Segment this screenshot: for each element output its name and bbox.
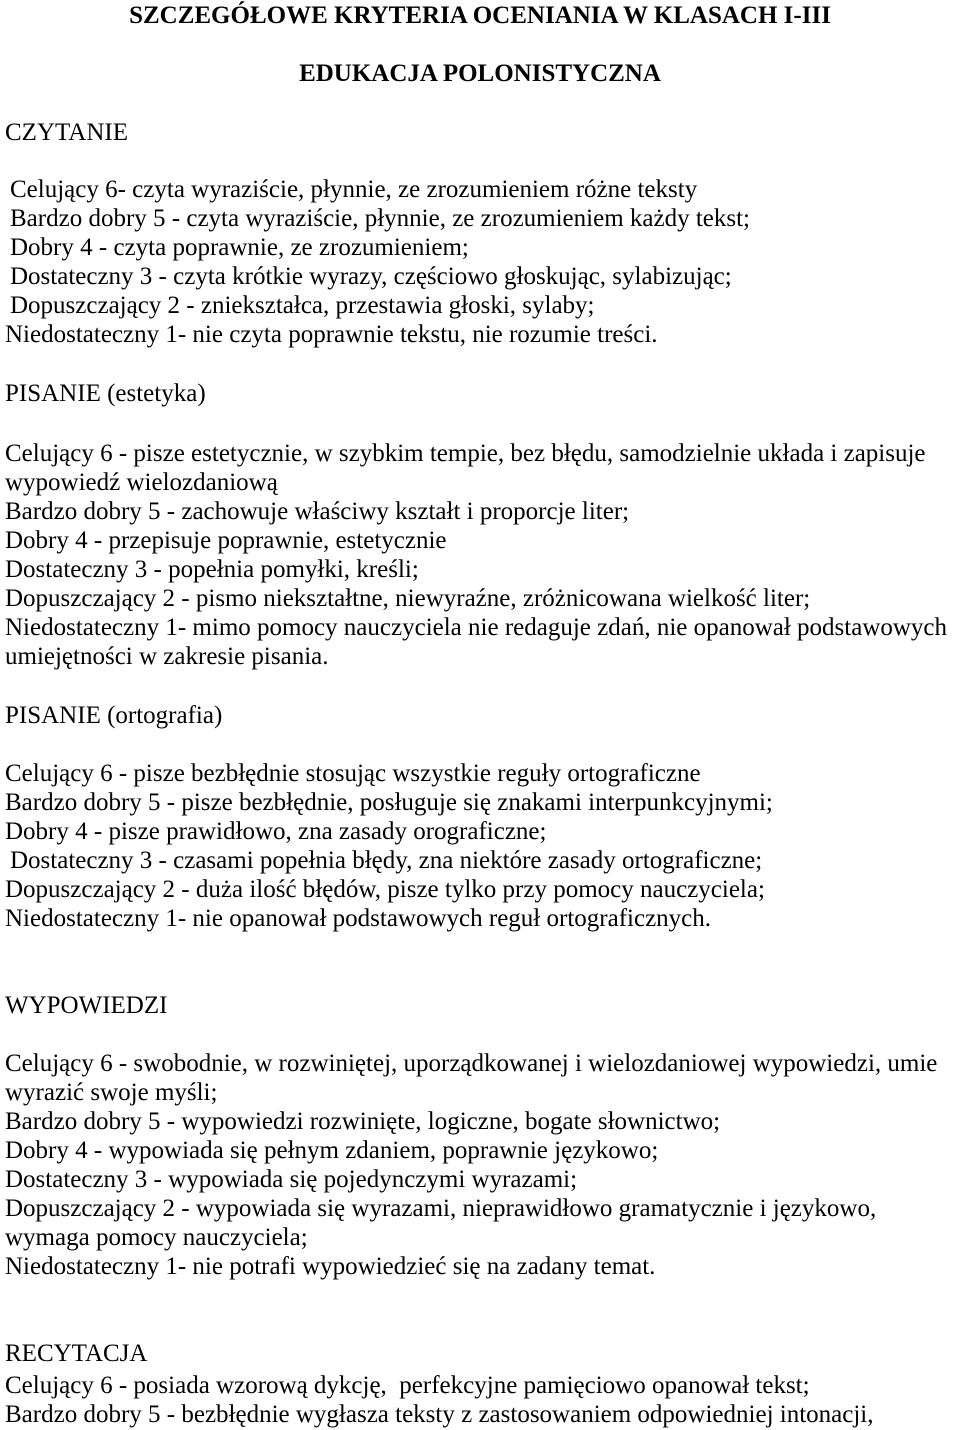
criteria-line: Dopuszczający 2 - zniekształca, przestawia głoski, sylaby; [10,292,595,319]
criteria-item [0,262,960,291]
criteria-item [0,904,960,933]
criteria-line: wypowiedź wielozdaniową [5,469,278,496]
criteria-list [0,1049,960,1281]
criteria-item [0,759,960,788]
criteria-item [0,1400,960,1429]
criteria-line: Niedostateczny 1- nie opanował podstawowych reguł ortograficznych. [5,905,712,932]
criteria-item [0,788,960,817]
section-heading-wypowiedzi: WYPOWIEDZI [5,992,168,1019]
criteria-line: Dobry 4 - przepisuje poprawnie, estetycznie [5,527,447,554]
criteria-item [0,1194,960,1252]
section-heading-pisanie-ortografia: PISANIE (ortografia) [5,702,223,729]
criteria-line: wymaga pomocy nauczyciela; [5,1224,308,1251]
criteria-item [0,497,960,526]
criteria-item [0,613,960,671]
criteria-line: Celujący 6 - swobodnie, w rozwiniętej, uporządkowanej i wielozdaniowej wypowiedzi, umie [5,1050,938,1077]
criteria-item [0,875,960,904]
criteria-item [0,175,960,204]
criteria-line: Dostateczny 3 - popełnia pomyłki, kreśli; [5,556,419,583]
criteria-item [0,439,960,497]
criteria-item [0,1136,960,1165]
criteria-list [0,175,960,349]
criteria-line: Niedostateczny 1- mimo pomocy nauczyciela nie redaguje zdań, nie opanował podstawowych [5,614,948,641]
criteria-item [0,204,960,233]
criteria-line: Dopuszczający 2 - wypowiada się wyrazami, nieprawidłowo gramatycznie i językowo, [5,1195,877,1222]
criteria-line: Dopuszczający 2 - pismo niekształtne, niewyraźne, zróżnicowana wielkość liter; [5,585,811,612]
criteria-line: Bardzo dobry 5 - pisze bezbłędnie, posługuje się znakami interpunkcyjnymi; [5,789,773,816]
criteria-item [0,1371,960,1400]
criteria-line: Dostateczny 3 - czyta krótkie wyrazy, częściowo głoskując, sylabizując; [10,263,732,290]
section-wypowiedzi [0,991,960,1281]
criteria-item [0,1107,960,1136]
criteria-line: Niedostateczny 1- nie potrafi wypowiedzieć się na zadany temat. [5,1253,656,1280]
criteria-item [0,291,960,320]
criteria-list [0,759,960,933]
criteria-line: Niedostateczny 1- nie czyta poprawnie tekstu, nie rozumie treści. [5,321,658,348]
criteria-list [0,1371,960,1429]
criteria-line: Bardzo dobry 5 - zachowuje właściwy kształt i proporcje liter; [5,498,630,525]
criteria-line: Dopuszczający 2 - duża ilość błędów, pisze tylko przy pomocy nauczyciela; [5,876,765,903]
criteria-item [0,1165,960,1194]
criteria-line: Dostateczny 3 - czasami popełnia błędy, zna niektóre zasady ortograficzne; [10,847,763,874]
criteria-line: Dobry 4 - wypowiada się pełnym zdaniem, poprawnie językowo; [5,1137,659,1164]
criteria-item [0,584,960,613]
document-subtitle: EDUKACJA POLONISTYCZNA [299,60,661,87]
criteria-line: Celujący 6 - posiada wzorową dykcję, perfekcyjne pamięciowo opanował tekst; [5,1372,810,1399]
section-recytacja [0,1339,960,1429]
criteria-line: Bardzo dobry 5 - czyta wyraziście, płynnie, ze zrozumieniem każdy tekst; [10,205,750,232]
criteria-line: umiejętności w zakresie pisania. [5,643,329,670]
section-heading-pisanie-estetyka: PISANIE (estetyka) [5,380,206,407]
criteria-line: Dostateczny 3 - wypowiada się pojedynczymi wyrazami; [5,1166,578,1193]
section-czytanie [0,118,960,349]
criteria-line: Celujący 6 - pisze bezbłędnie stosując wszystkie reguły ortograficzne [5,760,701,787]
criteria-line: wyrazić swoje myśli; [5,1079,218,1106]
criteria-item [0,233,960,262]
criteria-line: Dobry 4 - pisze prawidłowo, zna zasady orograficzne; [5,818,547,845]
criteria-line: Dobry 4 - czyta poprawnie, ze zrozumieniem; [10,234,469,261]
criteria-item [0,320,960,349]
criteria-item [0,846,960,875]
criteria-line: Celujący 6 - pisze estetycznie, w szybkim tempie, bez błędu, samodzielnie układa i zapisuje [5,440,926,467]
section-pisanie-estetyka [0,379,960,671]
criteria-line: Bardzo dobry 5 - wypowiedzi rozwinięte, logiczne, bogate słownictwo; [5,1108,721,1135]
criteria-item [0,1049,960,1107]
section-heading-czytanie: CZYTANIE [5,119,128,146]
document-title: SZCZEGÓŁOWE KRYTERIA OCENIANIA W KLASACH I-III [129,2,831,29]
section-pisanie-ortografia [0,701,960,933]
criteria-item [0,817,960,846]
criteria-list [0,439,960,671]
criteria-item [0,555,960,584]
section-heading-recytacja: RECYTACJA [5,1340,148,1367]
criteria-item [0,526,960,555]
criteria-line: Celujący 6- czyta wyraziście, płynnie, ze zrozumieniem różne teksty [10,176,698,203]
criteria-line: Bardzo dobry 5 - bezbłędnie wygłasza teksty z zastosowaniem odpowiedniej intonacji, [5,1401,874,1428]
criteria-item [0,1252,960,1281]
